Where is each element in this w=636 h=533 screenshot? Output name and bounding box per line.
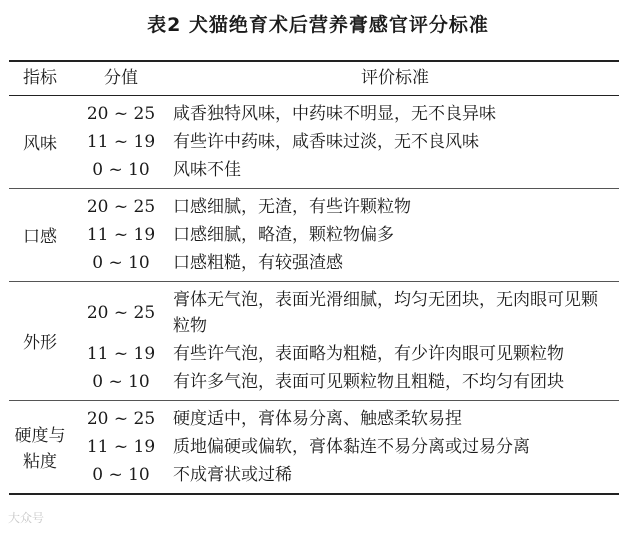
table-row	[9, 282, 619, 341]
indicator-cell: 口感	[23, 227, 57, 247]
table-row	[9, 433, 619, 461]
header-score: 分值	[71, 61, 171, 96]
table-row	[9, 461, 619, 494]
score-range: 20 ~ 25	[86, 409, 156, 429]
header-indicator: 指标	[9, 61, 71, 96]
table-caption: 表2 犬猫绝育术后营养膏感官评分标准	[147, 14, 489, 36]
criteria-text: 有些许气泡，表面略为粗糙，有少许肉眼可见颗粒物	[173, 344, 564, 364]
criteria-text: 不成膏状或过稀	[173, 465, 292, 485]
group-flavor	[9, 96, 619, 189]
criteria-text: 有些许中药味，咸香味过淡，无不良风味	[173, 132, 479, 152]
criteria-text: 质地偏硬或偏软，膏体黏连不易分离或过易分离	[173, 437, 530, 457]
table-header	[9, 61, 619, 96]
table-row	[9, 189, 619, 222]
table-row	[9, 401, 619, 434]
group-appearance	[9, 282, 619, 401]
criteria-text: 咸香独特风味，中药味不明显，无不良异味	[173, 104, 496, 124]
criteria-text: 风味不佳	[173, 160, 241, 180]
table-row	[9, 249, 619, 282]
score-range: 0 ~ 10	[92, 372, 150, 392]
table-row	[9, 368, 619, 401]
criteria-text: 膏体无气泡，表面光滑细腻，均匀无团块，无肉眼可见颗粒物	[173, 290, 598, 336]
score-range: 20 ~ 25	[86, 303, 156, 323]
criteria-text: 口感细腻，无渣，有些许颗粒物	[173, 197, 411, 217]
group-hardness-viscosity	[9, 401, 619, 495]
table-row	[9, 96, 619, 129]
criteria-text: 口感粗糙，有较强渣感	[173, 253, 343, 273]
table-row	[9, 156, 619, 189]
group-mouthfeel	[9, 189, 619, 282]
criteria-text: 有许多气泡，表面可见颗粒物且粗糙，不均匀有团块	[173, 372, 564, 392]
table-row	[9, 221, 619, 249]
header-row	[9, 61, 619, 96]
score-range: 0 ~ 10	[92, 253, 150, 273]
indicator-cell: 外形	[23, 333, 57, 353]
indicator-cell: 硬度与粘度	[14, 426, 66, 472]
score-range: 11 ~ 19	[86, 437, 156, 457]
score-range: 0 ~ 10	[92, 465, 150, 485]
table-row	[9, 340, 619, 368]
score-range: 20 ~ 25	[86, 197, 156, 217]
score-range: 0 ~ 10	[92, 160, 150, 180]
criteria-text: 硬度适中，膏体易分离、触感柔软易捏	[173, 409, 462, 429]
table-row	[9, 128, 619, 156]
scoring-table	[9, 60, 619, 495]
indicator-cell: 风味	[23, 134, 57, 154]
header-criteria: 评价标准	[171, 61, 619, 96]
watermark: 大众号	[8, 511, 45, 525]
score-range: 11 ~ 19	[86, 132, 156, 152]
score-range: 20 ~ 25	[86, 104, 156, 124]
score-range: 11 ~ 19	[86, 225, 156, 245]
criteria-text: 口感细腻，略渣，颗粒物偏多	[173, 225, 394, 245]
score-range: 11 ~ 19	[86, 344, 156, 364]
